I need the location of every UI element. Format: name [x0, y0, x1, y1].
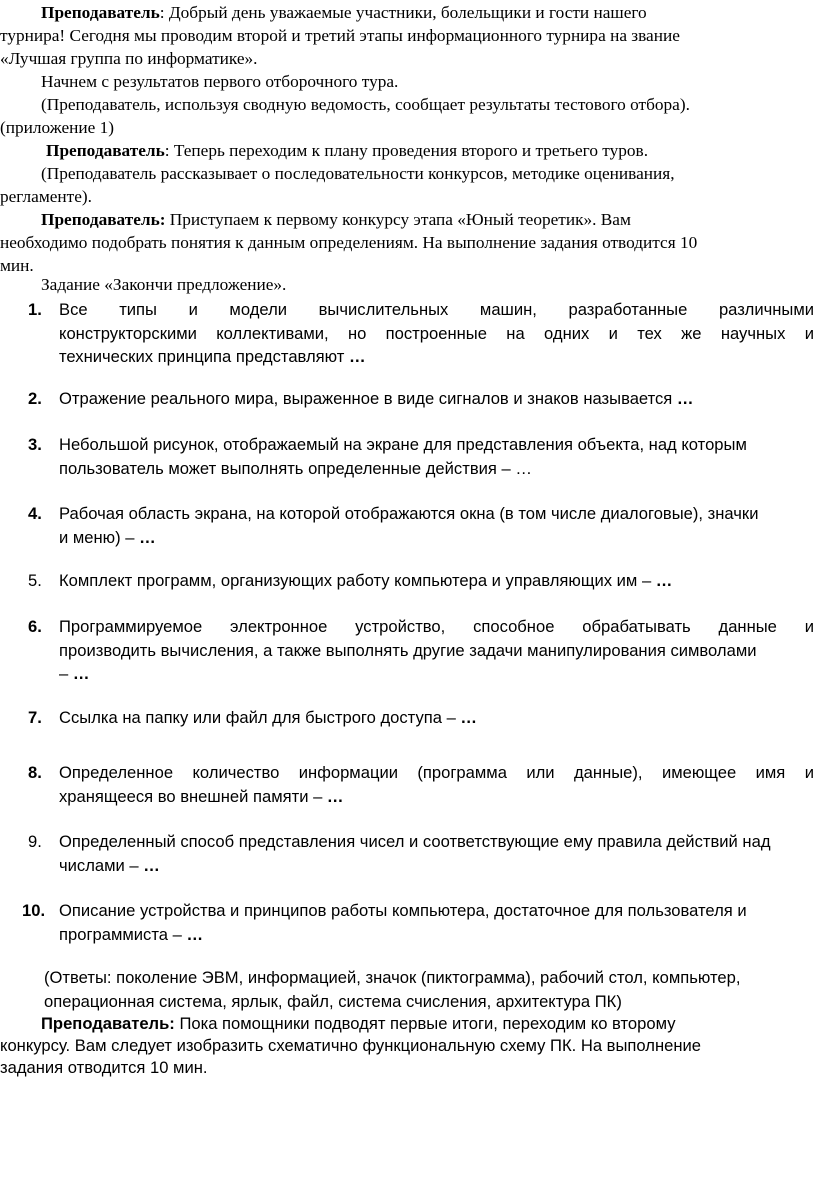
item-number: 2. — [28, 389, 42, 408]
intro-paragraph-2: Начнем с результатов первого отборочного тура. — [41, 72, 399, 91]
item-text-line: Описание устройства и принципов работы компьютера, достаточное для пользователя и — [59, 901, 747, 920]
item-text-line: технических принципа представляют … — [59, 347, 366, 366]
speaker-label: Преподаватель: — [41, 210, 166, 229]
item-text-line: Отражение реального мира, выраженное в виде сигналов и знаков называется … — [59, 389, 694, 408]
item-text-line: числами – … — [59, 855, 160, 875]
item-text-line: – … — [59, 664, 90, 683]
closing-line-2: конкурсу. Вам следует изобразить схематично функциональную схему ПК. На выполнение — [0, 1036, 701, 1055]
answers-line-1: (Ответы: поколение ЭВМ, информацией, значок (пиктограмма), рабочий стол, компьютер, — [44, 968, 741, 987]
task-title: Задание «Закончи предложение». — [41, 275, 287, 294]
intro-paragraph-4 — [0, 139, 814, 162]
intro-line-2: турнира! Сегодня мы проводим второй и третий этапы информационного турнира на звание — [0, 26, 680, 45]
intro-paragraph-6-line-1 — [0, 208, 814, 231]
item-text-line: конструкторскими коллективами, но построенные на одних и тех же научных и — [59, 323, 814, 343]
item-text-line: Все типы и модели вычислительных машин, разработанные различными — [59, 300, 814, 319]
item-text-line: Программируемое электронное устройство, способное обрабатывать данные и — [59, 617, 814, 636]
intro-text: : Добрый день уважаемые участники, болельщики и гости нашего — [159, 3, 647, 22]
item-text-line: Небольшой рисунок, отображаемый на экране для представления объекта, над которым — [59, 435, 747, 454]
speaker-label: Преподаватель — [41, 3, 160, 22]
item-number: 1. — [28, 300, 42, 319]
item-text-line: программиста – … — [59, 924, 204, 944]
speaker-label: Преподаватель: — [41, 1014, 175, 1033]
intro-text: : Теперь переходим к плану проведения второго и третьего туров. — [164, 141, 649, 160]
item-text-line: Определенное количество информации (программа или данные), имеющее имя и — [59, 763, 814, 782]
item-text-line: Определенный способ представления чисел и соответствующие ему правила действий над — [59, 832, 771, 851]
item-number: 7. — [28, 708, 42, 727]
item-text-line: Комплект программ, организующих работу компьютера и управляющих им – … — [59, 571, 673, 590]
intro-paragraph-3-line-1: (Преподаватель, используя сводную ведомость, сообщает результаты тестового отбора). — [41, 95, 690, 114]
intro-line-3: «Лучшая группа по информатике». — [0, 49, 258, 68]
closing-line-3: задания отводится 10 мин. — [0, 1058, 208, 1077]
item-text-line: Ссылка на папку или файл для быстрого доступа – … — [59, 708, 478, 727]
intro-paragraph-5-line-2: регламенте). — [0, 187, 92, 206]
closing-paragraph — [0, 1013, 814, 1079]
item-text-line: Рабочая область экрана, на которой отображаются окна (в том числе диалоговые), значки — [59, 504, 759, 523]
intro-paragraph-6-line-2: необходимо подобрать понятия к данным определениям. На выполнение задания отводится 10 — [0, 233, 698, 252]
intro-line-1 — [0, 1, 814, 24]
item-number: 8. — [28, 763, 42, 782]
intro-paragraph-6-line-3: мин. — [0, 256, 34, 275]
item-text-line: пользователь может выполнять определенные действия – … — [59, 458, 532, 478]
intro-paragraph-5-line-1: (Преподаватель рассказывает о последовательности конкурсов, методике оценивания, — [41, 164, 675, 183]
item-number: 4. — [28, 504, 42, 523]
closing-line-1: Преподаватель: Пока помощники подводят первые итоги, переходим ко второму — [41, 1014, 676, 1033]
item-number: 5. — [28, 571, 42, 590]
item-number: 6. — [28, 617, 42, 636]
item-number: 10. — [22, 901, 46, 920]
intro-text: Приступаем к первому конкурсу этапа «Юный теоретик». Вам — [165, 210, 631, 229]
item-number: 3. — [28, 435, 42, 454]
speaker-label: Преподаватель — [46, 141, 165, 160]
answers-line-2: операционная система, ярлык, файл, система счисления, архитектура ПК) — [44, 991, 622, 1011]
item-text-line: и меню) – … — [59, 527, 156, 547]
answers-block — [44, 966, 814, 1013]
intro-paragraph-3-line-2: (приложение 1) — [0, 118, 114, 137]
item-number: 9. — [28, 832, 42, 851]
item-text-line: производить вычисления, а также выполнять другие задачи манипулирования символами — [59, 640, 757, 660]
item-text-line: хранящееся во внешней памяти – … — [59, 786, 344, 806]
